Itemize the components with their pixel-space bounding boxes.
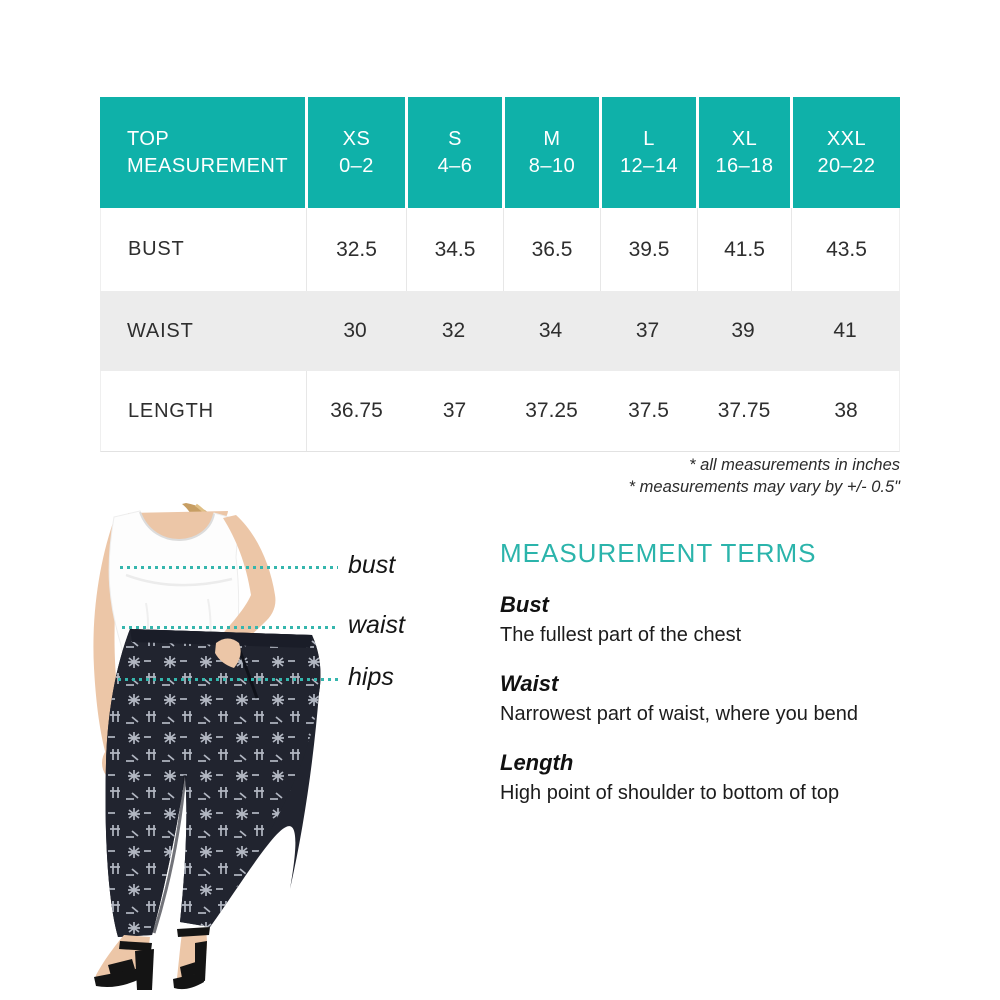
hips-label: hips — [348, 663, 394, 691]
header-cell-xl — [696, 97, 790, 208]
measurement-terms-section — [500, 538, 960, 804]
pants — [106, 629, 321, 937]
size-name: XS — [342, 127, 371, 150]
table-row-bust — [100, 208, 900, 291]
table-cell: 36.75 — [306, 371, 406, 451]
size-name: XXL — [826, 127, 867, 150]
table-cell: 38 — [834, 399, 858, 422]
table-cell: 34 — [538, 319, 563, 342]
header-cell-xs — [305, 97, 405, 208]
table-cell: 41 — [833, 319, 857, 342]
table-cell: 43.5 — [791, 208, 901, 291]
table-cell: 37 — [635, 319, 660, 342]
table-header-row — [100, 97, 900, 208]
model-photo — [88, 503, 340, 995]
table-cell: 39.5 — [600, 208, 697, 291]
term-definition: The fullest part of the chest — [500, 624, 742, 646]
footnote-inches: * all measurements in inches — [689, 456, 900, 474]
term-bust — [500, 592, 741, 647]
table-cell: 34.5 — [406, 208, 503, 291]
header-cell-top-measurement — [100, 97, 305, 208]
header-cell-xxl — [790, 97, 900, 208]
size-name: L — [643, 127, 655, 150]
table-cell: 41.5 — [697, 208, 791, 291]
table-cell: 37.25 — [525, 399, 578, 422]
size-range: 4–6 — [437, 154, 473, 177]
size-range: 0–2 — [339, 154, 374, 177]
row-label: BUST — [128, 238, 185, 260]
size-range: 16–18 — [715, 154, 774, 177]
size-range: 12–14 — [619, 154, 679, 177]
size-name: S — [448, 127, 462, 150]
waist-measure-line — [122, 626, 338, 629]
term-definition: Narrowest part of waist, where you bend — [500, 703, 858, 725]
size-name: XL — [731, 127, 758, 150]
size-range: 20–22 — [817, 154, 876, 177]
size-name: M — [543, 127, 561, 150]
term-name: Waist — [500, 671, 559, 696]
table-cell: 30 — [343, 319, 367, 342]
term-name: Length — [500, 750, 574, 775]
table-cell: 37.5 — [628, 399, 669, 422]
waist-label: waist — [348, 611, 405, 639]
table-cell: 32 — [441, 319, 466, 342]
table-row-length — [100, 371, 900, 452]
header-label-line2: MEASUREMENT — [127, 154, 289, 177]
table-cell: 32.5 — [306, 208, 406, 291]
header-cell-m — [502, 97, 599, 208]
header-cell-s — [405, 97, 502, 208]
hips-measure-line — [118, 678, 338, 681]
bust-label: bust — [348, 551, 396, 579]
table-cell: 37.75 — [717, 399, 771, 422]
table-cell: 39 — [731, 319, 755, 342]
size-range: 8–10 — [528, 154, 576, 177]
term-definition: High point of shoulder to bottom of top — [500, 782, 840, 804]
terms-heading: MEASUREMENT TERMS — [500, 538, 817, 568]
header-cell-l — [599, 97, 696, 208]
row-label: LENGTH — [128, 399, 214, 422]
term-name: Bust — [500, 592, 549, 617]
table-cell: 36.5 — [503, 208, 600, 291]
size-table — [100, 97, 900, 452]
row-label: WAIST — [127, 319, 194, 342]
term-length — [500, 750, 839, 805]
term-waist — [500, 671, 858, 726]
footnote-variance: * measurements may vary by +/- 0.5" — [628, 478, 900, 496]
bust-measure-line — [120, 566, 338, 569]
table-row-waist — [100, 291, 900, 371]
table-cell: 37 — [442, 399, 467, 422]
header-label-line1: TOP — [127, 127, 170, 150]
table-footnotes — [400, 454, 900, 498]
